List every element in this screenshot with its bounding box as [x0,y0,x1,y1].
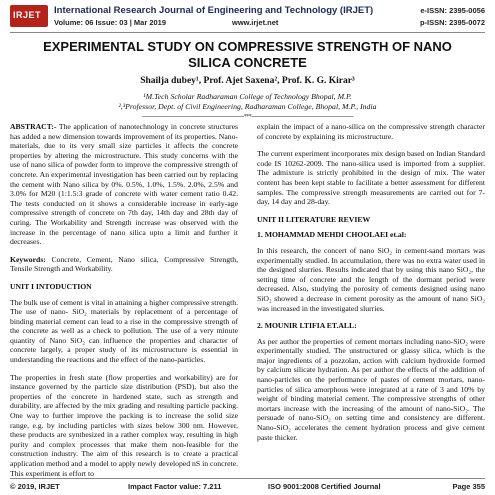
volume-issue: Volume: 06 Issue: 03 | Mar 2019 [54,18,167,27]
paper-authors: Shailja dubey¹, Prof. Ajet Saxena², Prof. K. G. Kirar³ [140,76,355,86]
review-1-text: In this research, the concert of nano SiO₂ in cement-sand mortars was experimentally studied. In accumulation, there was no extra water used in the designed slurries. Results indicated that by using this nano SiO₂, the setting time of concrete and the length of the dormant period were decreased. Also, studying the porosity of cements designed using nano SiO₂ showed a decrease in cement porosity as the amount of nano SiO₂ was increased in the investigated slurries. [257,245,485,313]
footer-copyright: © 2019, IRJET [10,482,60,491]
abstract-label: ABSTRACT:- [10,122,57,131]
page-footer [10,478,485,493]
journal-header [10,4,485,33]
footer-page-number: Page 355 [452,482,485,491]
keywords-label: Keywords: [10,254,46,264]
journal-logo [10,5,48,27]
e-issn: e-ISSN: 2395-0056 [420,6,485,15]
paper-title: EXPERIMENTAL STUDY ON COMPRESSIVE STRENGTH OF NANO SILICA CONCRETE [43,39,452,70]
journal-url[interactable]: www.irjet.net [232,18,279,27]
footer-iso: ISO 9001:2008 Certified Journal [268,482,381,491]
abstract-text: The application of nanotechnology in concrete structures has added a new dimension towards improvement of its properties. Nano-materials, due to its very small size particles it affects the concrete properties by altering the microstructure. This study concerns with the use of nano silica of powder form to improve the compressive strength of concrete. An experimental investigation has been carried out by replacing the cement with Nano silica by 0%. 0.5%, 1.0%, 1.5%. 2.0%, 2.5% and 3.0% for M20 (1:1.5:3 grade of concrete with water cement ratio 0.42. The tests conducted on it shows a considerable increase in early-age compressive strength of concrete on 7th day, 14th day and 28th day of curing. The Workability and Strength increase was observed with the increase in the percentage of nano silica upto a limit and further it decreases. [10,122,238,247]
literature-heading: UNIT II LITERATURE REVIEW [257,214,371,224]
right-column [257,122,485,450]
review-2-text: As per author the properties of cement mortars including nano-SiO₂ were experimentally studied. The unstructured or glassy silica, which is the major ingredients of a pozzolan, action with calcium hydroxide formed by calcium silicate hydration. As per author the effects of the addition of nano-particles on the performance of pastes of cement mortars, nano-particles of silica amorphous were integrated at a rate of 3 and 10% by weight of binding material cement. The compressive strengths of other mortars increase with the increasing of the amount of nano-SiO₂. The persuade of nano-SiO₂ on setting time and consistency are different. Nano-SiO₂ accelerates the cement hydration process and give cement paste thicker. [257,336,485,442]
intro-paragraph-2: The properties in fresh state (flow properties and workability) are for instance governed by the particle size distribution (PSD), but also the properties of the concrete in hardened state, such as strength and durability, are affected by the mix grading and resulting particle packing. One way to further improve the packing is to increase the solid size range, e.g. by including particles with sizes below 300 nm. However, these products are synthesized in a rather complex way, resulting in high purity and complex processes that make them non-feasible for the construction industry. The aim of this research is to create a practical application method and a model to apply newly developed nS in concrete. This experiment is effort to [10,372,238,478]
intro-paragraph-1: The bulk use of cement is vital in attaining a higher compressive strength. The use of nano- SiO₂ materials by replacement of a percentage of binding material cement can lead to a rise in the compressive strength of the concrete as well as a check to pollution. The use of a very minute quantity of Nano SiO₂ can influence the properties and character of concrete largely, a proper study of its microstructure is essential in understanding the reactions and the effect of the nano-particles. [10,297,238,365]
abstract [10,122,238,247]
intro-paragraph-4: The current experiment incorporates mix design based on Indian Standard code IS 10262-2009. The nano-silica used is imported from a supplier. The admixture is strictly prohibited in the design of mix. The water content has been kept stable to facilitate a better assessment for different samples. The compressive strength measurements are carried out for 7-day, 14 day and 28-day. [257,149,485,207]
intro-heading: UNIT I INTODUCTION [10,281,92,291]
keywords-text: Concrete, Cement, Nano silica, Compressive Strength, Tensile Strength and Workability. [10,254,238,274]
section-divider: --------------------------------------------------------------------***-------------------------------------------------------------------- [141,114,354,120]
affiliation-2: ²,³Professor, Dept. of Civil Engineering, Radharaman College, Bhopal, M.P., India [118,102,377,111]
review-1-heading: 1. MOHAMMAD MEHDI CHOOLAEI et.al: [257,230,407,240]
review-2-heading: 2. MOUNIR LTIFIA ET.ALL: [257,321,357,331]
p-issn: p-ISSN: 2395-0072 [419,18,485,27]
journal-name: International Research Journal of Engineering and Technology (IRJET) [54,5,374,16]
keywords [10,255,238,274]
left-column [10,122,238,486]
logo-text: IRJET [13,10,42,20]
footer-impact-factor: Impact Factor value: 7.211 [128,482,222,491]
affiliation-1: ¹M.Tech Scholar Radharaman College of Technology Bhopal, M.P. [143,92,352,101]
intro-paragraph-3: explain the impact of a nano-silica on the compressive strength character of concrete by explaining its microstructure. [257,122,485,141]
